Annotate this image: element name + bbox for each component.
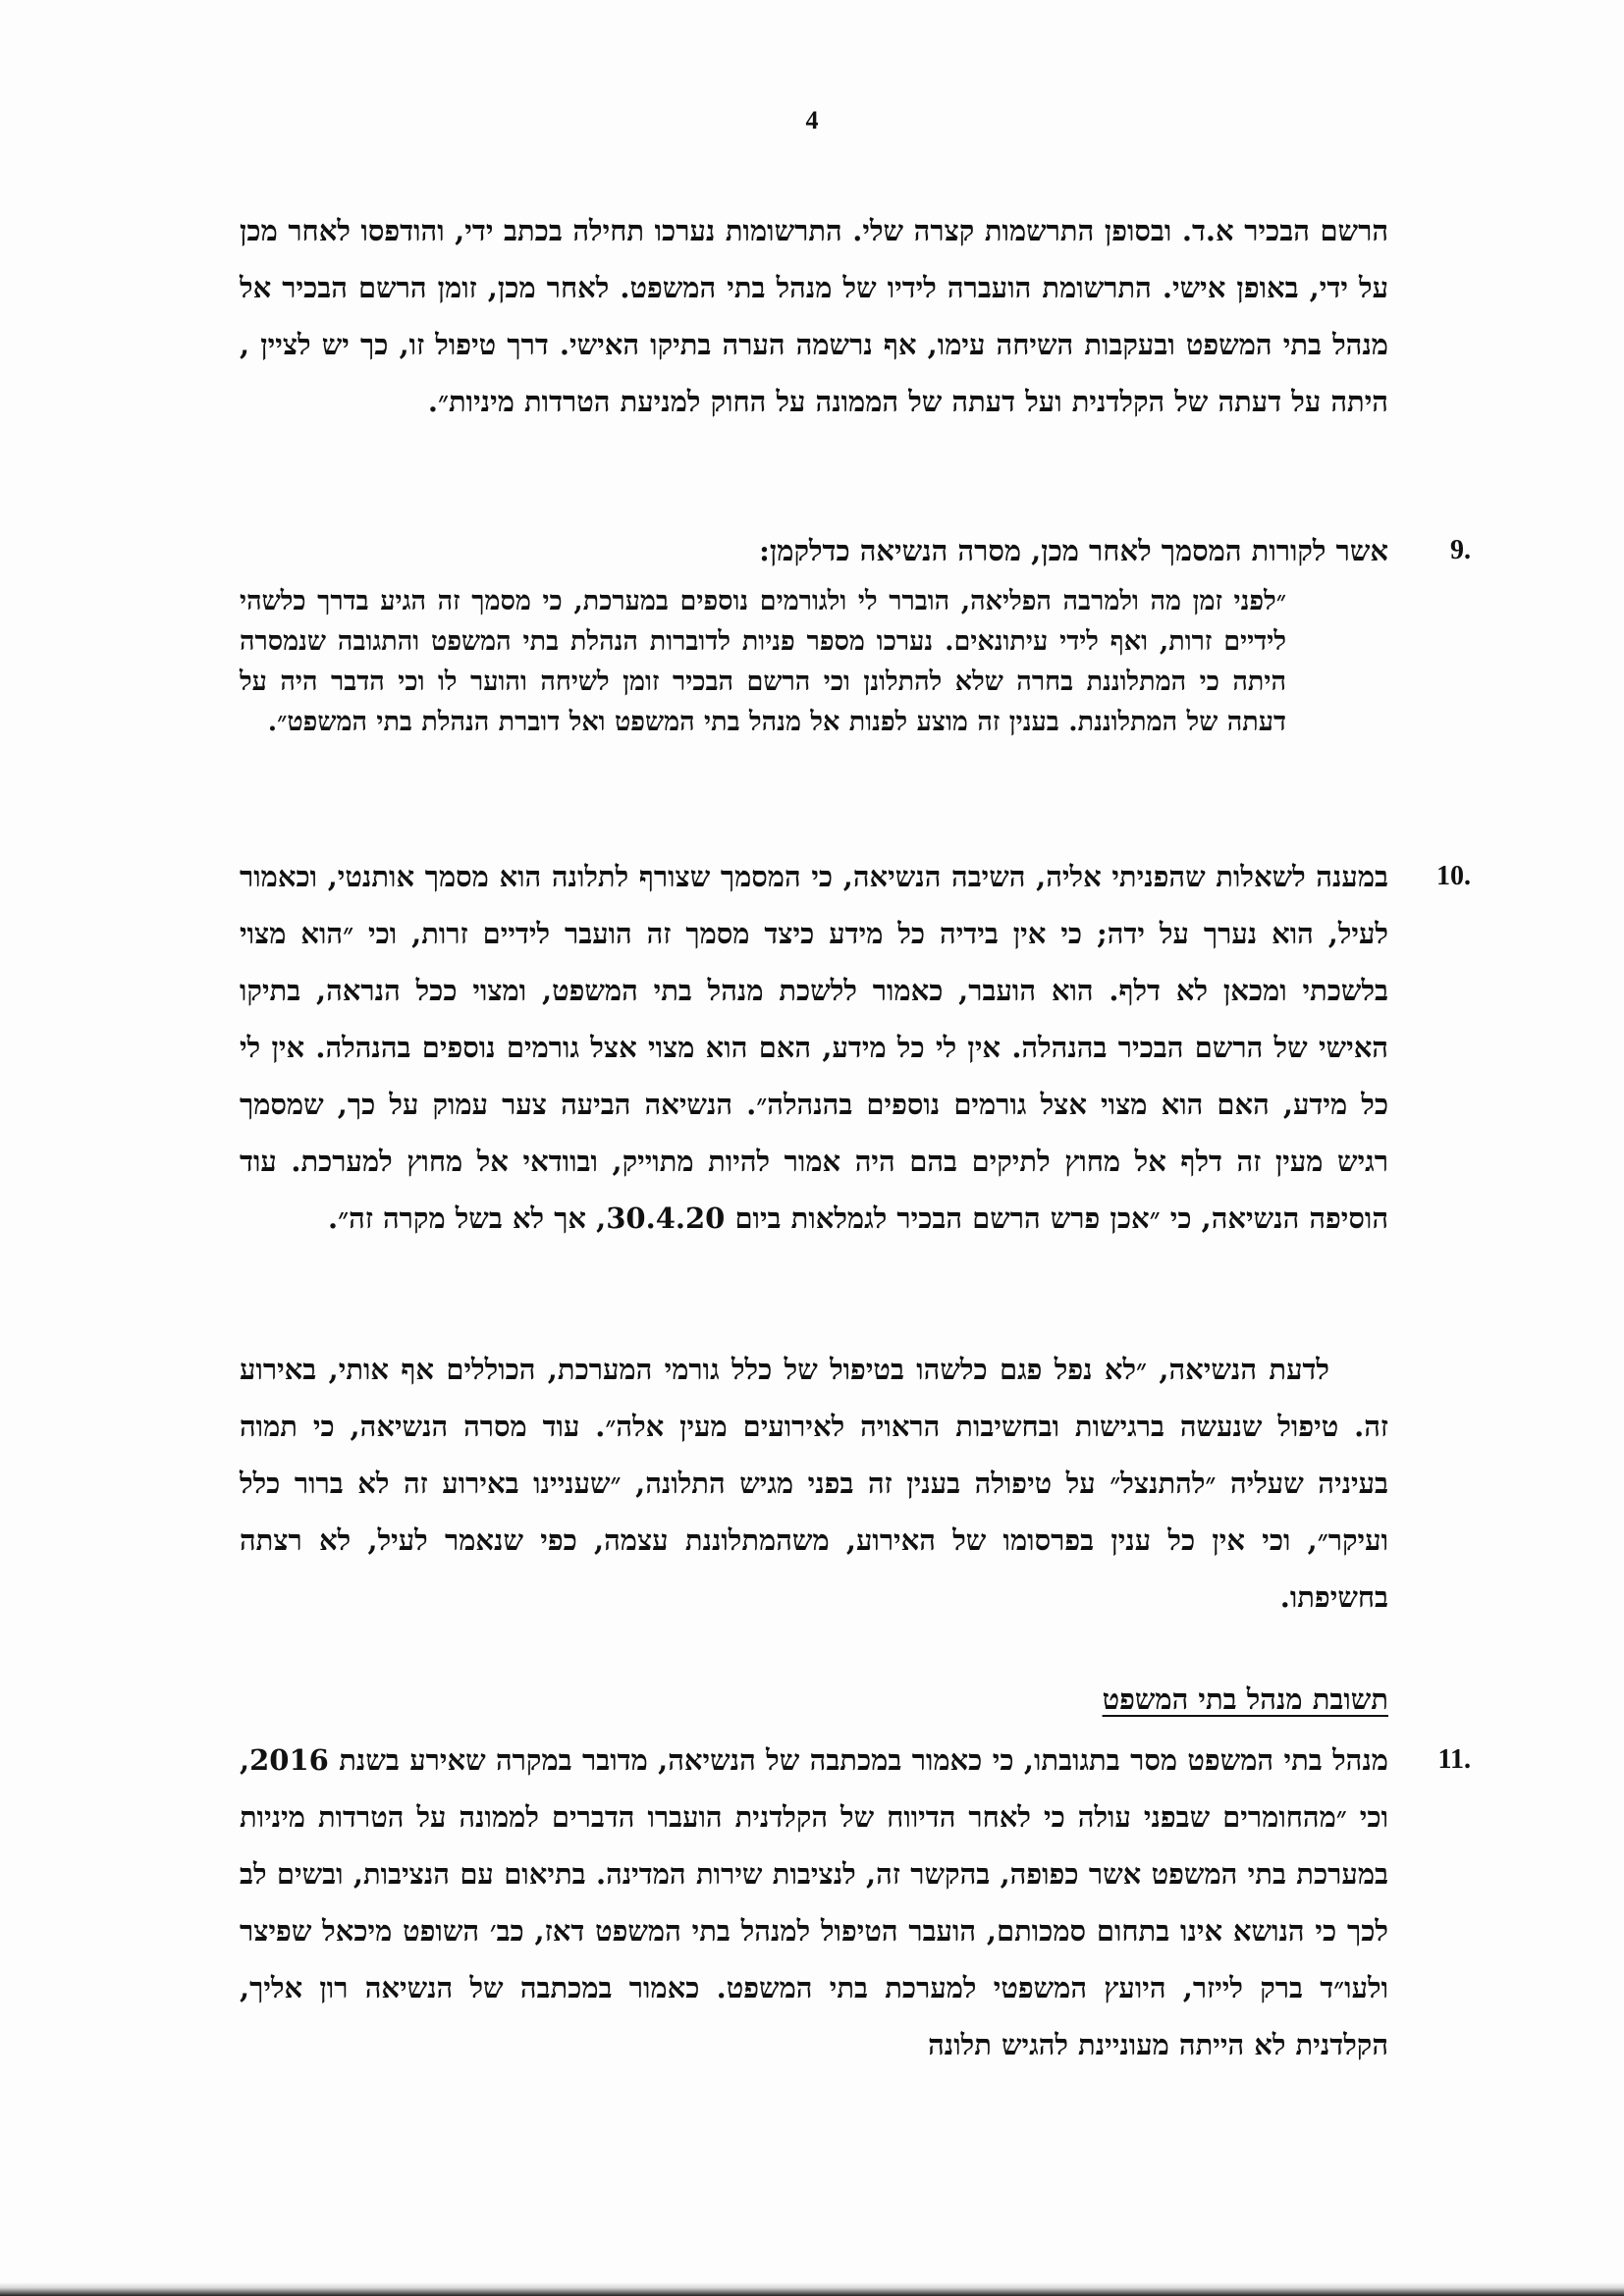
paragraph-9-quote [240, 581, 1286, 742]
top-paragraph [240, 202, 1388, 430]
page-number: 4 [805, 106, 819, 134]
paragraph-11-text: מנהל בתי המשפט מסר בתגובתו, כי כאמור במכתבה של הנשיאה, מדובר במקרה שאירע בשנת 2016, וכי ״מהחומרים שבפני עולה כי לאחר הדיווח של הקלדנית הועברו הדברים לממונה על הטרדות מיניות במערכת בתי המשפט אשר כפופה, בהקשר זה, לנציבות שירות המדינה. בתיאום עם הנציבות, ובשים לב לכך כי הנושא אינו בתחום סמכותם, הועבר הטיפול למנהל בתי המשפט דאז, כב׳ השופט מיכאל שפיצר ולעו״ד ברק לייזר, היועץ המשפטי למערכת בתי המשפט. כאמור במכתבה של הנשיאה רון אליך, הקלדנית לא הייתה מעוניינת להגיש תלונה [240, 1743, 1388, 2061]
paragraph-10 [240, 848, 1471, 1247]
paragraph-10-body [240, 848, 1471, 1247]
paragraph-9-body [240, 522, 1471, 579]
paragraph-9-text: אשר לקורות המסמך לאחר מכן, מסרה הנשיאה כדלקמן: [759, 534, 1388, 567]
paragraph-11 [240, 1732, 1471, 2073]
paragraph-9-number: 9. [1450, 535, 1471, 565]
section-heading: תשובת מנהל בתי המשפט [1102, 1682, 1388, 1716]
top-paragraph-text: הרשם הבכיר א.ד. ובסופן התרשמות קצרה שלי. התרשומות נערכו תחילה בכתב ידי, והודפסו לאחר מכן על ידי, באופן אישי. התרשומת הועברה לידיו של מנהל בתי המשפט. לאחר מכן, זומן הרשם הבכיר אל מנהל בתי המשפט ובעקבות השיחה עימו, אף נרשמה הערה בתיקו האישי. דרך טיפול זו, כך יש לציין , היתה על דעתה של הקלדנית ועל דעתה של הממונה על החוק למניעת הטרדות מיניות״. [240, 214, 1388, 418]
scan-bottom-edge [0, 2282, 1624, 2296]
paragraph-unnumbered [240, 1341, 1388, 1626]
paragraph-unnumbered-text: לדעת הנשיאה, ״לא נפל פגם כלשהו בטיפול של כלל גורמי המערכת, הכוללים אף אותי, באירוע זה. טיפול שנעשה ברגישות ובחשיבות הראויה לאירועים מעין אלה״. עוד מסרה הנשיאה, כי תמוה בעיניה שעליה ״להתנצל״ על טיפולה בענין זה בפני מגיש התלונה, ״שעניינו באירוע זה לא ברור כלל ועיקר״, וכי אין כל ענין בפרסומו של האירוע, משהמתלוננת עצמה, כפי שנאמר לעיל, לא רצתה בחשיפתו. [240, 1353, 1388, 1614]
paragraph-11-number: 11. [1437, 1744, 1471, 1775]
paragraph-11-body [240, 1732, 1471, 2073]
paragraph-10-text: במענה לשאלות שהפניתי אליה, השיבה הנשיאה, כי המסמך שצורף לתלונה הוא מסמך אותנטי, וכאמור לעיל, הוא נערך על ידה; כי אין בידיה כל מידע כיצד מסמך זה הועבר לידיים זרות, וכי ״הוא מצוי בלשכתי ומכאן לא דלף. הוא הועבר, כאמור ללשכת מנהל בתי המשפט, ומצוי ככל הנראה, בתיקו האישי של הרשם הבכיר בהנהלה. אין לי כל מידע, האם הוא מצוי אצל גורמים נוספים בהנהלה. אין לי כל מידע, האם הוא מצוי אצל גורמים נוספים בהנהלה״. הנשיאה הביעה צער עמוק על כך, שמסמך רגיש מעין זה דלף אל מחוץ לתיקים בהם היה אמור להיות מתוייק, ובוודאי אל מחוץ למערכת. עוד הוסיפה הנשיאה, כי ״אכן פרש הרשם הבכיר לגמלאות ביום 30.4.20, אך לא בשל מקרה זה״. [240, 860, 1388, 1235]
paragraph-9 [240, 522, 1471, 579]
paragraph-9-quote-text: ״לפני זמן מה ולמרבה הפליאה, הוברר לי ולגורמים נוספים במערכת, כי מסמך זה הגיע בדרך כלשהי לידיים זרות, ואף לידי עיתונאים. נערכו מספר פניות לדוברות הנהלת בתי המשפט והתגובה שנמסרה היתה כי המתלוננת בחרה שלא להתלונן וכי הרשם הבכיר זומן לשיחה והוער לו וכי הדבר היה על דעתה של המתלוננת. בענין זה מוצע לפנות אל מנהל בתי המשפט ואל דוברת הנהלת בתי המשפט״. [240, 586, 1286, 737]
paragraph-10-number: 10. [1436, 861, 1471, 891]
